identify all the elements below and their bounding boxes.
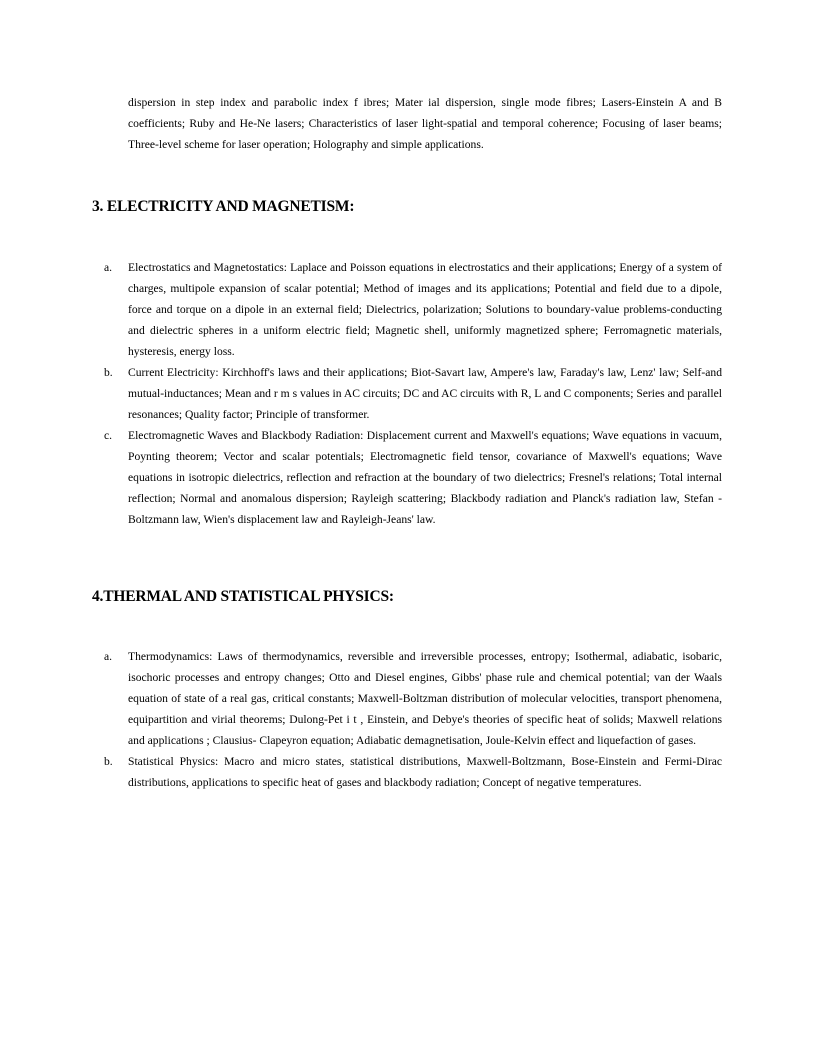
list-item-text: Electrostatics and Magnetostatics: Laplace and Poisson equations in electrostatics and their applications; Energy of a system of charges, multipole expansion of scalar potential; Method of images and its applications; Potential and field due to a dipole, force and torque on a dipole in an external field; Dielectrics, polarization; Solutions to boundary-value problems-conducting and dielectric spheres in a uniform electric field; Magnetic shell, uniformly magnetized sphere; Ferromagnetic materials, hysteresis, energy loss. [128, 261, 722, 358]
list-item-text: Electromagnetic Waves and Blackbody Radiation: Displacement current and Maxwell's equations; Wave equations in vacuum, Poynting theorem; Vector and scalar potentials; Electromagnetic field tensor, covariance of Maxwell's equations; Wave equations in isotropic dielectrics, reflection and refraction at the boundary of two dielectrics; Fresnel's relations; Total internal reflection; Normal and anomalous dispersion; Rayleigh scattering; Blackbody radiation and Planck's radiation law, Stefan - Boltzmann law, Wien's displacement law and Rayleigh-Jeans' law. [128, 429, 722, 526]
list-marker: a. [104, 261, 113, 274]
thermal-statistical-list [104, 646, 722, 793]
intro-paragraph: dispersion in step index and parabolic index f ibres; Mater ial dispersion, single mode fibres; Lasers-Einstein A and B coefficients; Ruby and He-Ne lasers; Characteristics of laser light-spatial and temporal coherence; Focusing of laser beams; Three-level scheme for laser operation; Holography and simple applications. [128, 96, 722, 151]
list-item-text: Current Electricity: Kirchhoff's laws and their applications; Biot-Savart law, Ampere's law, Faraday's law, Lenz' law; Self-and mutual-inductances; Mean and r m s values in AC circuits; DC and AC circuits with R, L and C components; Series and parallel resonances; Quality factor; Principle of transformer. [128, 366, 722, 421]
electricity-magnetism-list [104, 257, 722, 530]
list-marker: b. [104, 366, 113, 379]
section-heading-thermal-statistical: 4.THERMAL AND STATISTICAL PHYSICS: [92, 588, 394, 605]
list-item [104, 257, 722, 362]
section-heading-electricity-magnetism: 3. ELECTRICITY AND MAGNETISM: [92, 198, 355, 215]
list-item-text: Statistical Physics: Macro and micro states, statistical distributions, Maxwell-Boltzmann, Bose-Einstein and Fermi-Dirac distributions, applications to specific heat of gases and blackbody radiation; Concept of negative temperatures. [128, 755, 722, 789]
list-item [104, 425, 722, 530]
list-item [104, 362, 722, 425]
list-marker: a. [104, 650, 113, 663]
list-item-text: Thermodynamics: Laws of thermodynamics, reversible and irreversible processes, entropy; Isothermal, adiabatic, isobaric, isochoric processes and entropy changes; Otto and Diesel engines, Gibbs' phase rule and chemical potential; van der Waals equation of state of a real gas, critical constants; Maxwell-Boltzman distribution of molecular velocities, transport phenomena, equipartition and virial theorems; Dulong-Pet i t , Einstein, and Debye's theories of specific heat of solids; Maxwell relations and applications ; Clausius- Clapeyron equation; Adiabatic demagnetisation, Joule-Kelvin effect and liquefaction of gases. [128, 650, 722, 747]
list-marker: c. [104, 429, 113, 442]
list-marker: b. [104, 755, 113, 768]
list-item [104, 751, 722, 793]
list-item [104, 646, 722, 751]
